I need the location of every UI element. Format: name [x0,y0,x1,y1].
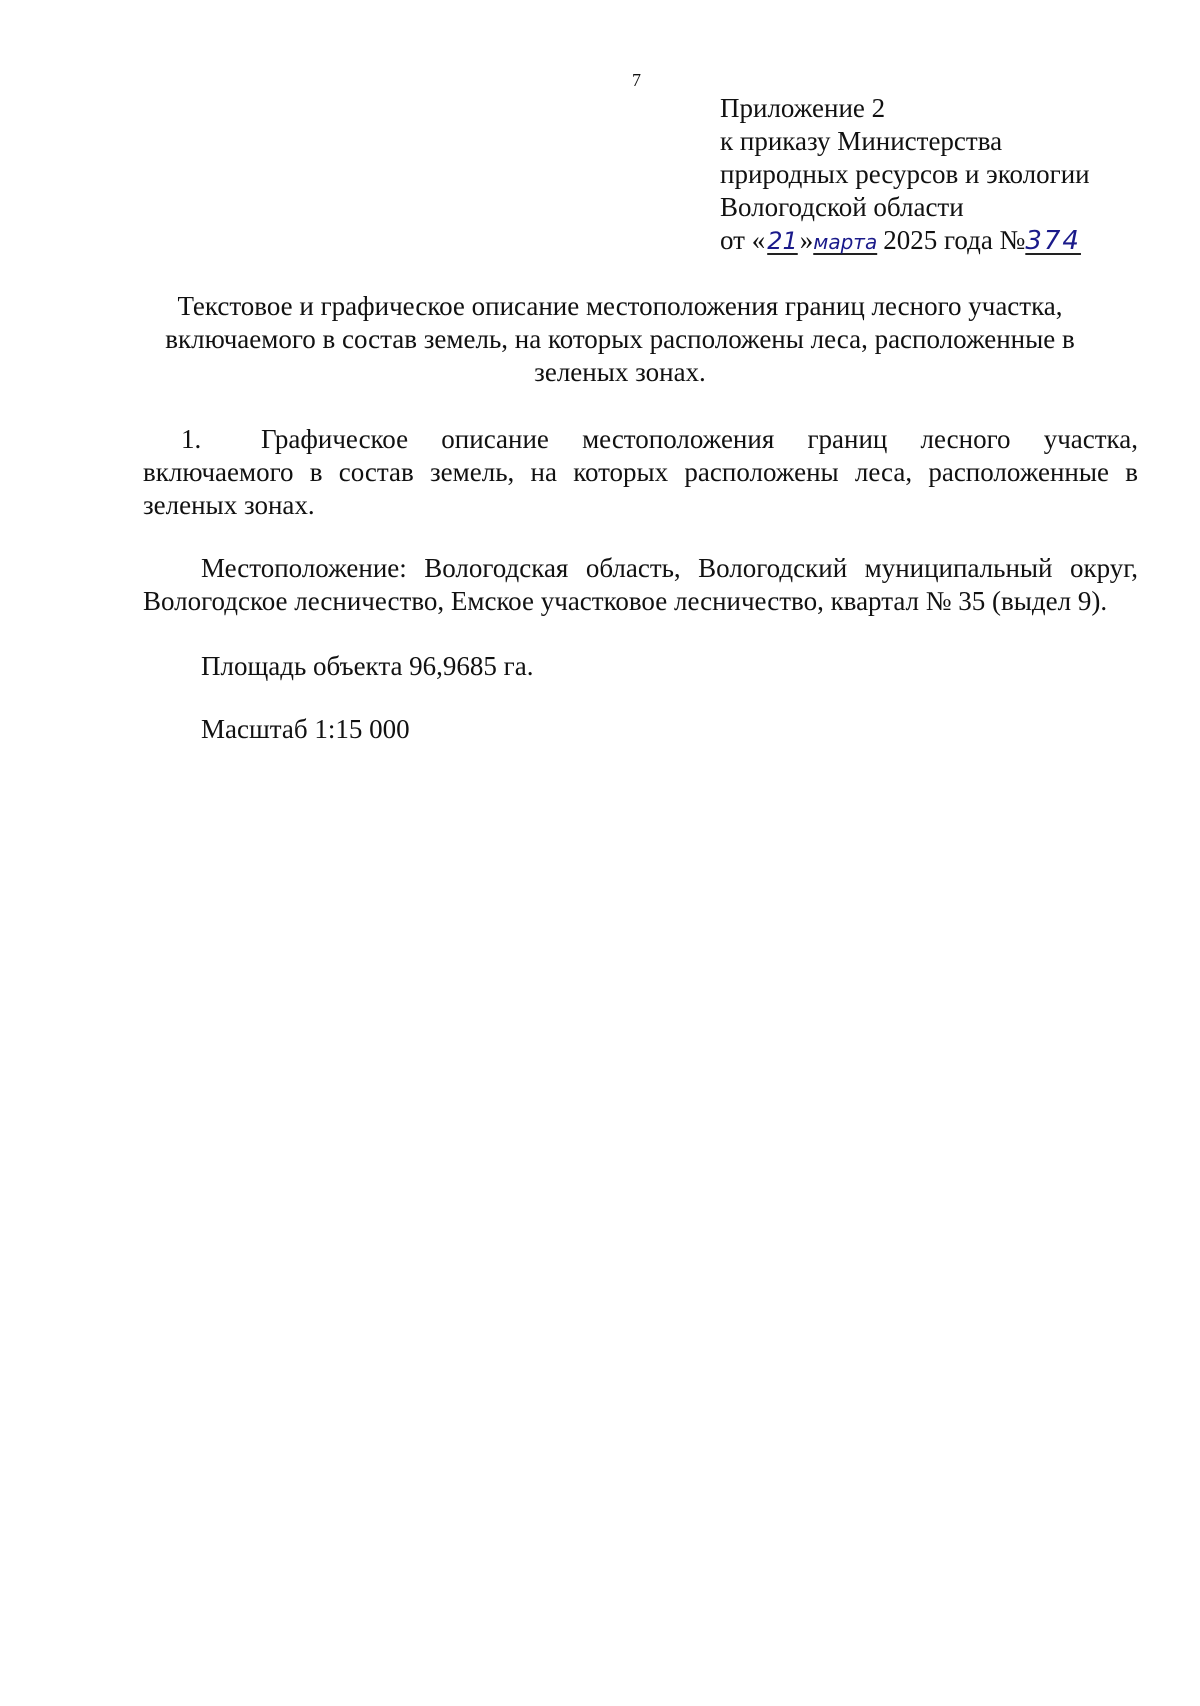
scale-line: Масштаб 1:15 000 [201,714,410,744]
date-year: 2025 года № [883,225,1026,255]
section-1-number: 1. [181,424,202,454]
section-1 [143,423,1138,522]
appendix-line-1: Приложение 2 [720,93,886,123]
page-number: 7 [632,70,641,90]
section-1-text: Графическое описание местоположения границ лесного участка, включаемого в состав земель, на которых расположены леса, расположенные в зеленых зонах. [143,424,1138,520]
handwritten-month: марта [813,230,878,254]
appendix-line-3: природных ресурсов и экологии [720,159,1090,189]
handwritten-day: 21 [767,227,798,255]
date-quote-close: » [799,225,814,255]
appendix-line-2: к приказу Министерства [720,126,1003,156]
date-prefix: от « [720,225,766,255]
order-date-line [720,224,1090,259]
handwritten-order-number: 374 [1025,226,1081,256]
appendix-header [720,92,1090,259]
location-paragraph: Местоположение: Вологодская область, Вологодский муниципальный округ, Вологодское лесничество, Емское участковое лесничество, квартал № 35 (выдел 9). [143,553,1138,616]
appendix-line-4: Вологодской области [720,192,964,222]
area-line: Площадь объекта 96,9685 га. [201,651,534,681]
document-title: Текстовое и графическое описание местоположения границ лесного участка, включаемого в состав земель, на которых расположены леса, расположенные в зеленых зонах. [165,291,1075,387]
